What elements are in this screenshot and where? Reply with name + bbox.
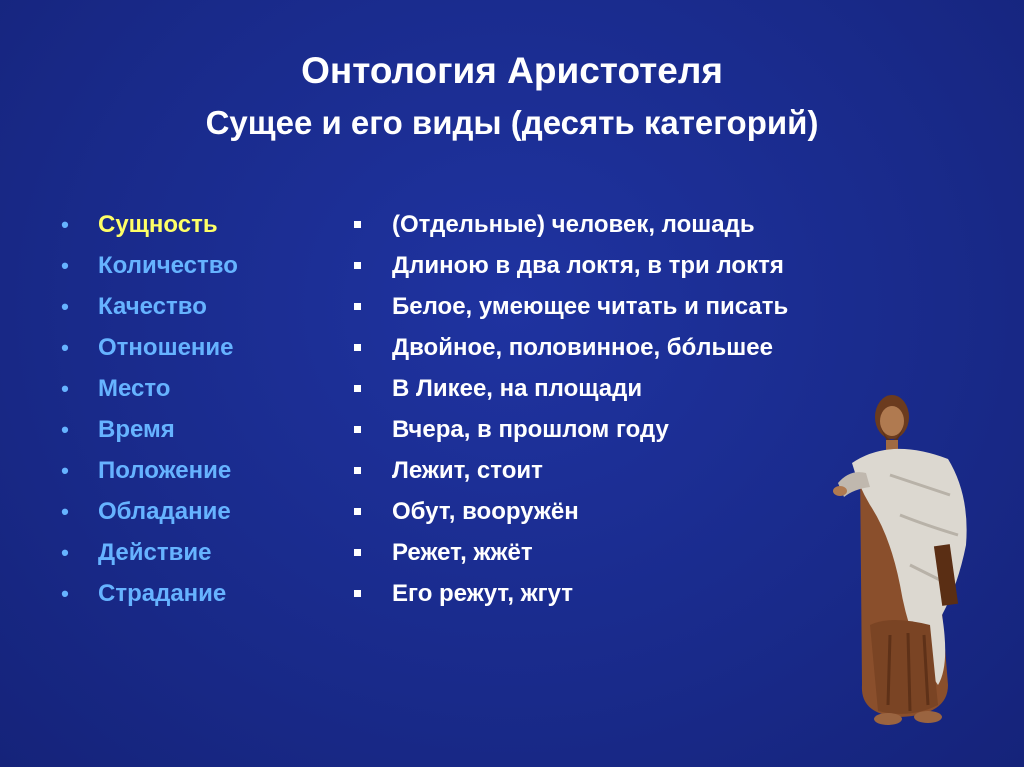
bullet-dot-icon: • xyxy=(61,417,69,442)
bullet-dot-icon: • xyxy=(61,294,69,319)
bullet-dot-icon: • xyxy=(61,458,69,483)
example-item xyxy=(352,573,912,614)
bullet-square-icon xyxy=(354,508,361,515)
example-item xyxy=(352,286,912,327)
example-text: Режет, жжёт xyxy=(392,539,533,566)
category-item xyxy=(58,286,348,327)
bullet-dot-icon: • xyxy=(61,499,69,524)
category-label: Страдание xyxy=(98,580,227,607)
example-text: (Отдельные) человек, лошадь xyxy=(392,211,755,238)
bullet-dot-icon: • xyxy=(61,581,69,606)
figure-foot-right xyxy=(914,711,942,723)
category-item xyxy=(58,491,348,532)
example-text: Двойное, половинное, бóльшее xyxy=(392,334,773,361)
category-label: Действие xyxy=(98,539,212,566)
slide-title: Онтология Аристотеля xyxy=(301,50,723,91)
example-text: Вчера, в прошлом году xyxy=(392,416,669,443)
category-label: Отношение xyxy=(98,334,234,361)
bullet-square-icon xyxy=(354,590,361,597)
example-item xyxy=(352,450,912,491)
figure-face xyxy=(880,406,904,436)
category-label: Сущность xyxy=(98,211,218,238)
category-item xyxy=(58,573,348,614)
bullet-dot-icon: • xyxy=(61,212,69,237)
example-text: Обут, вооружён xyxy=(392,498,579,525)
category-label: Время xyxy=(98,416,175,443)
example-item xyxy=(352,204,912,245)
example-item xyxy=(352,368,912,409)
bullet-dot-icon: • xyxy=(61,253,69,278)
bullet-square-icon xyxy=(354,344,361,351)
figure-foot-left xyxy=(874,713,902,725)
bullet-square-icon xyxy=(354,467,361,474)
example-item xyxy=(352,532,912,573)
example-item xyxy=(352,491,912,532)
example-item xyxy=(352,327,912,368)
bullet-dot-icon: • xyxy=(61,335,69,360)
aristotle-figure xyxy=(830,385,980,735)
category-list xyxy=(58,204,348,614)
category-item xyxy=(58,368,348,409)
category-label: Количество xyxy=(98,252,238,279)
bullet-dot-icon: • xyxy=(61,376,69,401)
bullet-square-icon xyxy=(354,303,361,310)
example-text: Длиною в два локтя, в три локтя xyxy=(392,252,784,279)
example-item xyxy=(352,245,912,286)
bullet-square-icon xyxy=(354,262,361,269)
category-item xyxy=(58,532,348,573)
slide-subtitle: Сущее и его виды (десять категорий) xyxy=(205,104,819,141)
category-label: Качество xyxy=(98,293,207,320)
category-item xyxy=(58,450,348,491)
example-text: Лежит, стоит xyxy=(392,457,543,484)
bullet-square-icon xyxy=(354,549,361,556)
bullet-square-icon xyxy=(354,426,361,433)
figure-hand xyxy=(833,486,847,496)
category-item xyxy=(58,409,348,450)
category-label: Положение xyxy=(98,457,232,484)
example-list xyxy=(352,204,912,614)
category-label: Место xyxy=(98,375,171,402)
bullet-dot-icon: • xyxy=(61,540,69,565)
example-text: Его режут, жгут xyxy=(392,580,574,607)
category-item xyxy=(58,204,348,245)
bullet-square-icon xyxy=(354,385,361,392)
example-text: Белое, умеющее читать и писать xyxy=(392,293,789,320)
category-item xyxy=(58,245,348,286)
category-item xyxy=(58,327,348,368)
example-item xyxy=(352,409,912,450)
bullet-square-icon xyxy=(354,221,361,228)
category-label: Обладание xyxy=(98,498,231,525)
example-text: В Ликее, на площади xyxy=(392,375,643,402)
